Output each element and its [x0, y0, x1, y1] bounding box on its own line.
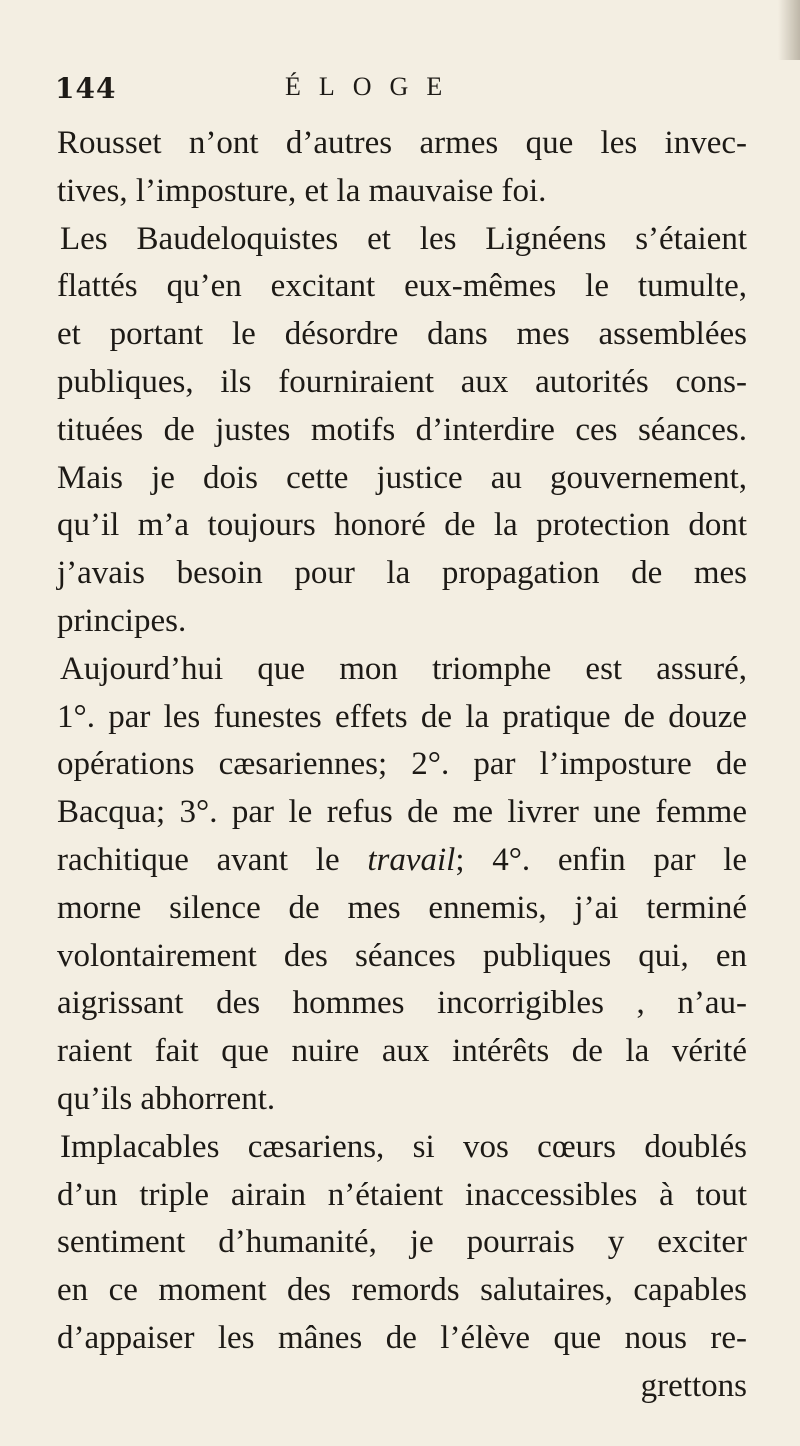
text-line: Aujourd’hui que mon triomphe est assuré,: [60, 650, 747, 687]
text-line: Bacqua; 3°. par le refus de me livrer une femme: [57, 794, 747, 831]
text-line: j’avais besoin pour la propagation de mes: [57, 555, 747, 592]
text-line: sentiment d’humanité, je pourrais y exciter: [57, 1224, 747, 1261]
text-line: raient fait que nuire aux intérêts de la vérité: [57, 1033, 747, 1070]
text-line: qu’ils abhorrent.: [57, 1080, 276, 1117]
text-line: en ce moment des remords salutaires, capables: [57, 1272, 747, 1309]
text-line: [57, 837, 747, 885]
text-line: tives, l’imposture, et la mauvaise foi.: [57, 172, 547, 209]
italic-word: travail: [367, 841, 456, 878]
text-line: et portant le désordre dans mes assemblées: [57, 316, 747, 353]
text-line: Implacables cæsariens, si vos cœurs doublés: [60, 1128, 747, 1165]
text-line: morne silence de mes ennemis, j’ai terminé: [57, 889, 747, 926]
text-line: flattés qu’en excitant eux-mêmes le tumulte,: [57, 268, 747, 305]
page-header: [55, 72, 740, 112]
text-line: Rousset n’ont d’autres armes que les invec-: [57, 125, 747, 161]
text-line: aigrissant des hommes incorrigibles , n’au-: [57, 985, 747, 1022]
page-number: 144: [55, 72, 117, 105]
text-line: volontairement des séances publiques qui, en: [57, 937, 747, 974]
text-line: qu’il m’a toujours honoré de la protection dont: [57, 507, 747, 544]
text-line: Les Baudeloquistes et les Lignéens s’étaient: [60, 220, 747, 257]
running-title: ÉLOGE: [285, 72, 461, 101]
text-line: Mais je dois cette justice au gouvernement,: [57, 459, 747, 496]
text-line: grettons: [640, 1367, 747, 1404]
text-line: 1°. par les funestes effets de la pratique de douze: [57, 698, 747, 735]
text-line: d’appaiser les mânes de l’élève que nous re-: [57, 1319, 747, 1356]
text-line: d’un triple airain n’étaient inaccessibles à tout: [57, 1176, 747, 1213]
text-line: tituées de justes motifs d’interdire ces séances.: [57, 411, 747, 448]
text-segment: rachitique avant le: [57, 841, 340, 878]
text-line: opérations cæsariennes; 2°. par l’imposture de: [57, 746, 747, 783]
page-edge-shadow: [778, 0, 800, 60]
text-segment: ; 4°. enfin par le: [455, 841, 748, 878]
body-text: [57, 120, 747, 1411]
text-line: principes.: [57, 602, 187, 639]
text-line: publiques, ils fourniraient aux autorités cons-: [57, 363, 747, 400]
